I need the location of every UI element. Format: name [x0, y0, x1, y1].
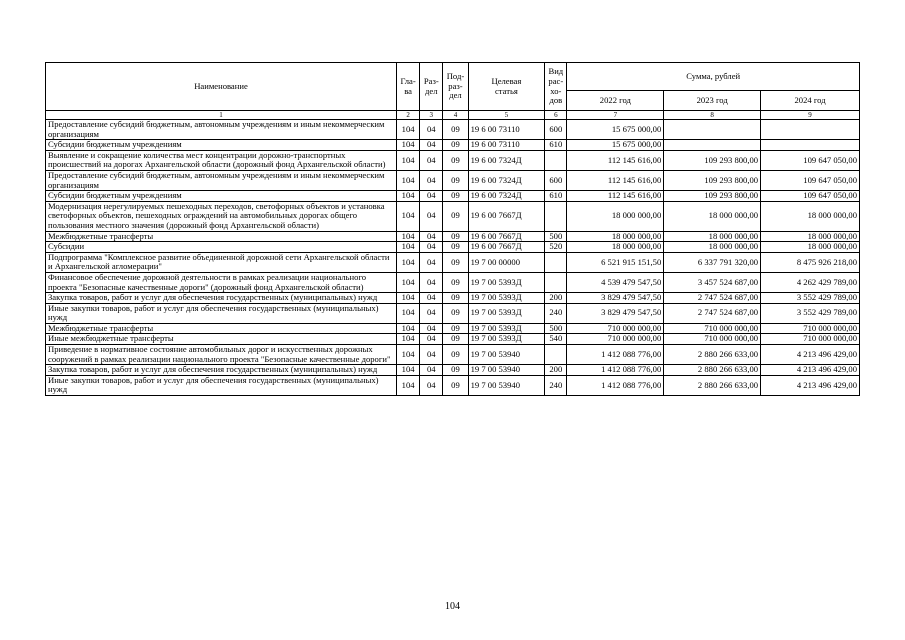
row-subsection: 09: [443, 120, 468, 140]
row-chapter: 104: [397, 323, 420, 334]
row-name: Субсидии: [46, 242, 397, 253]
row-expense-type: 500: [545, 231, 567, 242]
row-expense-type: 600: [545, 120, 567, 140]
column-number: 9: [761, 111, 860, 120]
row-subsection: 09: [443, 293, 468, 304]
row-amount-2024: [761, 120, 860, 140]
table-row: [46, 365, 860, 376]
row-expense-type: 200: [545, 365, 567, 376]
row-subsection: 09: [443, 231, 468, 242]
row-amount-2023: 109 293 800,00: [664, 191, 761, 202]
column-number: 1: [46, 111, 397, 120]
header-target-article: Целевая статья: [468, 63, 545, 111]
row-subsection: 09: [443, 201, 468, 231]
row-amount-2023: 18 000 000,00: [664, 231, 761, 242]
row-expense-type: 540: [545, 334, 567, 345]
table-row: [46, 375, 860, 395]
header-amount-group: Сумма, рублей: [567, 63, 860, 91]
row-amount-2024: 4 213 496 429,00: [761, 375, 860, 395]
row-target-article: 19 6 00 7324Д: [468, 150, 545, 170]
header-section: Раз- дел: [420, 63, 443, 111]
row-amount-2022: 1 412 088 776,00: [567, 345, 664, 365]
row-amount-2022: 1 412 088 776,00: [567, 375, 664, 395]
row-target-article: 19 7 00 5393Д: [468, 334, 545, 345]
row-amount-2023: [664, 140, 761, 151]
row-chapter: 104: [397, 303, 420, 323]
row-amount-2023: 2 880 266 633,00: [664, 345, 761, 365]
row-subsection: 09: [443, 345, 468, 365]
row-subsection: 09: [443, 272, 468, 292]
row-chapter: 104: [397, 242, 420, 253]
row-name: Закупка товаров, работ и услуг для обеспечения государственных (муниципальных) нужд: [46, 365, 397, 376]
row-expense-type: 520: [545, 242, 567, 253]
row-expense-type: 500: [545, 323, 567, 334]
row-chapter: 104: [397, 272, 420, 292]
row-section: 04: [420, 375, 443, 395]
row-chapter: 104: [397, 140, 420, 151]
row-subsection: 09: [443, 170, 468, 190]
row-expense-type: 600: [545, 170, 567, 190]
row-section: 04: [420, 323, 443, 334]
row-amount-2024: 8 475 926 218,00: [761, 252, 860, 272]
table-row: [46, 323, 860, 334]
row-name: Иные межбюджетные трансферты: [46, 334, 397, 345]
row-amount-2022: 18 000 000,00: [567, 242, 664, 253]
row-name: Выявление и сокращение количества мест концентрации дорожно-транспортных происшествий на дорогах Архангельской области (дорожный фонд Архангельской области): [46, 150, 397, 170]
row-amount-2023: 3 457 524 687,00: [664, 272, 761, 292]
row-chapter: 104: [397, 170, 420, 190]
row-amount-2024: 4 213 496 429,00: [761, 345, 860, 365]
row-amount-2022: 112 145 616,00: [567, 170, 664, 190]
column-number: 7: [567, 111, 664, 120]
row-chapter: 104: [397, 231, 420, 242]
row-subsection: 09: [443, 242, 468, 253]
row-expense-type: [545, 272, 567, 292]
table-header: [46, 63, 860, 120]
row-expense-type: 240: [545, 375, 567, 395]
row-section: 04: [420, 293, 443, 304]
table-row: [46, 191, 860, 202]
row-amount-2023: 109 293 800,00: [664, 150, 761, 170]
row-amount-2022: 18 000 000,00: [567, 231, 664, 242]
row-section: 04: [420, 252, 443, 272]
row-name: Межбюджетные трансферты: [46, 323, 397, 334]
row-name: Межбюджетные трансферты: [46, 231, 397, 242]
row-target-article: 19 7 00 53940: [468, 375, 545, 395]
row-amount-2022: 112 145 616,00: [567, 191, 664, 202]
row-target-article: 19 6 00 73110: [468, 120, 545, 140]
column-number-row: [46, 111, 860, 120]
table-row: [46, 252, 860, 272]
row-chapter: 104: [397, 293, 420, 304]
row-amount-2023: 2 880 266 633,00: [664, 375, 761, 395]
row-name: Предоставление субсидий бюджетным, автономным учреждениям и иным некоммерческим организациям: [46, 120, 397, 140]
row-amount-2023: 2 880 266 633,00: [664, 365, 761, 376]
row-amount-2023: 6 337 791 320,00: [664, 252, 761, 272]
table-row: [46, 150, 860, 170]
header-subsection: Под- раз- дел: [443, 63, 468, 111]
column-number: 4: [443, 111, 468, 120]
row-amount-2024: 18 000 000,00: [761, 231, 860, 242]
row-name: Иные закупки товаров, работ и услуг для обеспечения государственных (муниципальных) нужд: [46, 303, 397, 323]
table-row: [46, 120, 860, 140]
row-amount-2023: 2 747 524 687,00: [664, 303, 761, 323]
header-year-2022: 2022 год: [567, 91, 664, 111]
row-subsection: 09: [443, 323, 468, 334]
row-name: Финансовое обеспечение дорожной деятельности в рамках реализации национального проекта "Безопасные качественные дороги" (дорожный фонд Архангельской области): [46, 272, 397, 292]
table-row: [46, 201, 860, 231]
page-number: 104: [445, 601, 460, 612]
row-amount-2023: 18 000 000,00: [664, 201, 761, 231]
table-row: [46, 272, 860, 292]
table-row: [46, 231, 860, 242]
row-expense-type: 610: [545, 140, 567, 151]
header-expense-type: Вид рас- хо- дов: [545, 63, 567, 111]
row-name: Модернизация нерегулируемых пешеходных переходов, светофорных объектов и установка светофорных объектов, пешеходных ограждений на автомобильных дорогах общего пользования местного значения (дорожный фонд Архангельской области): [46, 201, 397, 231]
row-amount-2024: 710 000 000,00: [761, 334, 860, 345]
row-chapter: 104: [397, 150, 420, 170]
row-chapter: 104: [397, 120, 420, 140]
row-amount-2023: 18 000 000,00: [664, 242, 761, 253]
column-number: 8: [664, 111, 761, 120]
header-year-2023: 2023 год: [664, 91, 761, 111]
row-amount-2024: 109 647 050,00: [761, 191, 860, 202]
row-name: Иные закупки товаров, работ и услуг для обеспечения государственных (муниципальных) нужд: [46, 375, 397, 395]
row-amount-2022: 18 000 000,00: [567, 201, 664, 231]
row-expense-type: 610: [545, 191, 567, 202]
row-amount-2022: 4 539 479 547,50: [567, 272, 664, 292]
row-section: 04: [420, 231, 443, 242]
row-name: Приведение в нормативное состояние автомобильных дорог и искусственных дорожных сооружений в рамках реализации национального проекта "Безопасные качественные дороги": [46, 345, 397, 365]
row-amount-2022: 710 000 000,00: [567, 334, 664, 345]
row-target-article: 19 7 00 5393Д: [468, 323, 545, 334]
row-chapter: 104: [397, 334, 420, 345]
row-amount-2022: 710 000 000,00: [567, 323, 664, 334]
row-section: 04: [420, 303, 443, 323]
row-amount-2024: 710 000 000,00: [761, 323, 860, 334]
row-amount-2023: 109 293 800,00: [664, 170, 761, 190]
row-expense-type: [545, 150, 567, 170]
header-year-2024: 2024 год: [761, 91, 860, 111]
row-chapter: 104: [397, 365, 420, 376]
row-subsection: 09: [443, 365, 468, 376]
column-number: 6: [545, 111, 567, 120]
row-amount-2024: 109 647 050,00: [761, 150, 860, 170]
row-expense-type: [545, 201, 567, 231]
row-section: 04: [420, 334, 443, 345]
row-section: 04: [420, 191, 443, 202]
row-amount-2024: 109 647 050,00: [761, 170, 860, 190]
row-name: Субсидии бюджетным учреждениям: [46, 191, 397, 202]
row-subsection: 09: [443, 150, 468, 170]
column-number: 5: [468, 111, 545, 120]
table-row: [46, 293, 860, 304]
table-row: [46, 345, 860, 365]
table-row: [46, 334, 860, 345]
table-row: [46, 303, 860, 323]
row-chapter: 104: [397, 345, 420, 365]
row-target-article: 19 6 00 7667Д: [468, 201, 545, 231]
row-amount-2024: 4 213 496 429,00: [761, 365, 860, 376]
row-chapter: 104: [397, 201, 420, 231]
row-target-article: 19 6 00 7667Д: [468, 231, 545, 242]
row-target-article: 19 7 00 53940: [468, 365, 545, 376]
row-name: Подпрограмма "Комплексное развитие объединенной дорожной сети Архангельской области и Архангельской агломерации": [46, 252, 397, 272]
row-section: 04: [420, 140, 443, 151]
row-section: 04: [420, 365, 443, 376]
row-amount-2024: 18 000 000,00: [761, 201, 860, 231]
row-expense-type: [545, 252, 567, 272]
column-number: 3: [420, 111, 443, 120]
row-amount-2024: [761, 140, 860, 151]
row-name: Предоставление субсидий бюджетным, автономным учреждениям и иным некоммерческим организациям: [46, 170, 397, 190]
row-subsection: 09: [443, 375, 468, 395]
column-number: 2: [397, 111, 420, 120]
row-amount-2024: 18 000 000,00: [761, 242, 860, 253]
header-chapter: Гла- ва: [397, 63, 420, 111]
table-row: [46, 140, 860, 151]
table-row: [46, 242, 860, 253]
row-expense-type: 240: [545, 303, 567, 323]
row-amount-2024: 3 552 429 789,00: [761, 303, 860, 323]
row-target-article: 19 6 00 7324Д: [468, 170, 545, 190]
row-amount-2022: 3 829 479 547,50: [567, 303, 664, 323]
table-row: [46, 170, 860, 190]
row-amount-2022: 112 145 616,00: [567, 150, 664, 170]
row-subsection: 09: [443, 191, 468, 202]
row-section: 04: [420, 272, 443, 292]
row-amount-2022: 15 675 000,00: [567, 140, 664, 151]
header-name: Наименование: [46, 63, 397, 111]
row-subsection: 09: [443, 140, 468, 151]
row-subsection: 09: [443, 252, 468, 272]
row-subsection: 09: [443, 303, 468, 323]
row-name: Закупка товаров, работ и услуг для обеспечения государственных (муниципальных) нужд: [46, 293, 397, 304]
row-target-article: 19 7 00 00000: [468, 252, 545, 272]
row-amount-2023: 710 000 000,00: [664, 334, 761, 345]
row-section: 04: [420, 170, 443, 190]
row-target-article: 19 7 00 5393Д: [468, 272, 545, 292]
budget-table: [45, 62, 860, 396]
row-expense-type: 200: [545, 293, 567, 304]
row-subsection: 09: [443, 334, 468, 345]
row-target-article: 19 6 00 7667Д: [468, 242, 545, 253]
row-section: 04: [420, 120, 443, 140]
row-amount-2022: 1 412 088 776,00: [567, 365, 664, 376]
row-amount-2023: 2 747 524 687,00: [664, 293, 761, 304]
row-chapter: 104: [397, 191, 420, 202]
row-section: 04: [420, 150, 443, 170]
row-amount-2022: 3 829 479 547,50: [567, 293, 664, 304]
row-expense-type: [545, 345, 567, 365]
row-amount-2024: 4 262 429 789,00: [761, 272, 860, 292]
row-target-article: 19 7 00 5393Д: [468, 293, 545, 304]
row-target-article: 19 6 00 7324Д: [468, 191, 545, 202]
row-amount-2022: 6 521 915 151,50: [567, 252, 664, 272]
row-target-article: 19 7 00 53940: [468, 345, 545, 365]
table-body: [46, 120, 860, 396]
row-chapter: 104: [397, 375, 420, 395]
row-name: Субсидии бюджетным учреждениям: [46, 140, 397, 151]
row-amount-2023: 710 000 000,00: [664, 323, 761, 334]
row-chapter: 104: [397, 252, 420, 272]
row-section: 04: [420, 242, 443, 253]
row-target-article: 19 7 00 5393Д: [468, 303, 545, 323]
row-amount-2023: [664, 120, 761, 140]
row-amount-2024: 3 552 429 789,00: [761, 293, 860, 304]
row-section: 04: [420, 345, 443, 365]
row-amount-2022: 15 675 000,00: [567, 120, 664, 140]
row-section: 04: [420, 201, 443, 231]
row-target-article: 19 6 00 73110: [468, 140, 545, 151]
